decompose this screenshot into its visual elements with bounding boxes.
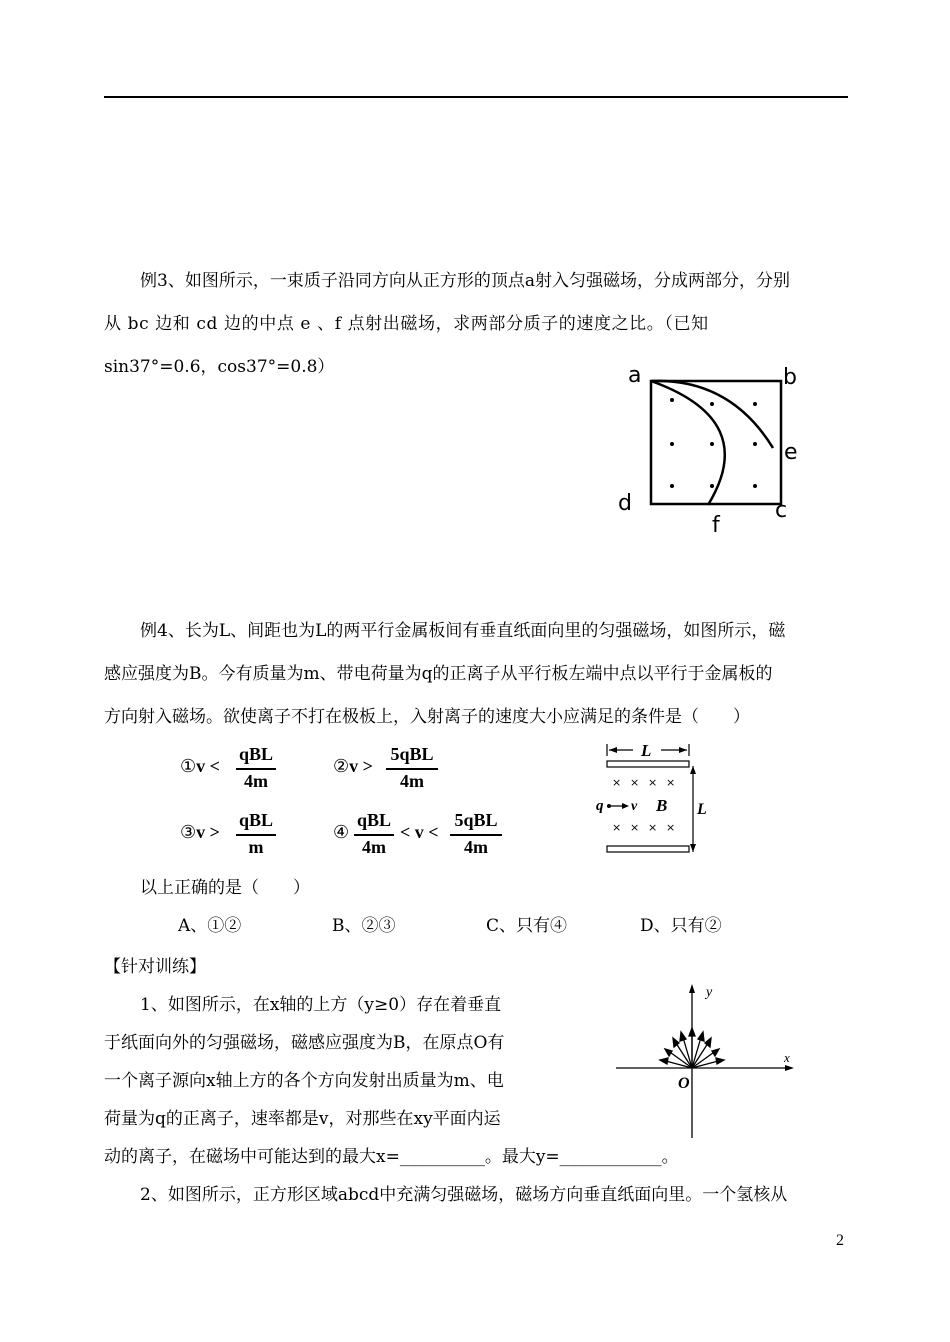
ex3-line1: 例3、如图所示，一束质子沿同方向从正方形的顶点a射入匀强磁场，分成两部分，分别 xyxy=(140,271,790,291)
label-B: B xyxy=(656,796,668,815)
svg-text:×: × xyxy=(612,776,622,789)
opt3-fraction: qBL m xyxy=(236,810,276,858)
opt3-prefix: ③v > xyxy=(180,822,220,842)
label-O: O xyxy=(678,1075,690,1092)
svg-text:×: × xyxy=(666,821,676,834)
q1-line4: 荷量为q的正离子，速率都是v，对那些在xy平面内运 xyxy=(104,1109,501,1129)
opt4-fraction-right: 5qBL 4m xyxy=(450,810,502,858)
label-y: y xyxy=(706,985,713,1000)
opt2-fraction: 5qBL 4m xyxy=(386,744,438,792)
svg-text:×: × xyxy=(648,821,658,834)
q1-line3: 一个离子源向x轴上方的各个方向发射出质量为m、电 xyxy=(104,1071,504,1091)
header-rule xyxy=(104,96,848,98)
q1-line1: 1、如图所示，在x轴的上方（y≥0）存在着垂直 xyxy=(140,995,502,1015)
ex3-line3: sin37°=0.6，cos37°=0.8） xyxy=(104,357,335,377)
svg-text:×: × xyxy=(666,776,676,789)
opt1-fraction: qBL 4m xyxy=(236,744,276,792)
choice-a: A、①② xyxy=(178,916,242,936)
page-number: 2 xyxy=(836,1232,844,1249)
ex4-question: 以上正确的是（ ） xyxy=(140,878,310,898)
label-c: c xyxy=(775,498,788,523)
q1-line2: 于纸面向外的匀强磁场，磁感应强度为B，在原点O有 xyxy=(104,1033,505,1053)
q2-line1: 2、如图所示，正方形区域abcd中充满匀强磁场，磁场方向垂直纸面向里。一个氢核从 xyxy=(140,1185,788,1205)
label-f: f xyxy=(712,513,720,538)
opt2-prefix: ②v > xyxy=(333,756,373,776)
label-v: v xyxy=(631,799,638,814)
label-b: b xyxy=(783,365,797,390)
ex3-line2: 从 bc 边和 cd 边的中点 e 、f 点射出磁场，求两部分质子的速度之比。（已知 xyxy=(104,314,709,334)
choice-c: C、只有④ xyxy=(486,916,568,936)
opt4-fraction-left: qBL 4m xyxy=(354,810,394,858)
svg-text:×: × xyxy=(612,821,622,834)
ex4-line2: 感应强度为B。今有质量为m、带电荷量为q的正离子从平行板左端中点以平行于金属板的 xyxy=(104,664,773,684)
opt4-mark: ④ xyxy=(333,822,350,842)
parallel-plates-figure xyxy=(595,738,725,863)
label-x: x xyxy=(784,1050,790,1065)
xy-axes-figure xyxy=(612,980,802,1142)
label-L-top: L xyxy=(641,741,652,760)
label-d: d xyxy=(618,491,632,516)
label-q: q xyxy=(596,798,604,814)
q1-line5: 动的离子，在磁场中可能达到的最大x=__________。最大y=____________。 xyxy=(104,1147,679,1167)
label-e: e xyxy=(784,440,798,465)
svg-text:×: × xyxy=(648,776,658,789)
label-a: a xyxy=(628,363,642,388)
svg-text:×: × xyxy=(630,776,640,789)
ex4-line3: 方向射入磁场。欲使离子不打在极板上，入射离子的速度大小应满足的条件是（ ） xyxy=(104,707,750,727)
ex4-line1: 例4、长为L、间距也为L的两平行金属板间有垂直纸面向里的匀强磁场，如图所示，磁 xyxy=(140,621,786,641)
svg-text:×: × xyxy=(630,821,640,834)
choice-d: D、只有② xyxy=(640,916,722,936)
square-field-figure xyxy=(610,360,810,540)
choice-b: B、②③ xyxy=(332,916,396,936)
training-header: 【针对训练】 xyxy=(104,957,206,977)
opt1-prefix: ①v < xyxy=(180,756,220,776)
label-L-right: L xyxy=(697,801,707,818)
opt4-middle: < v < xyxy=(400,822,439,842)
